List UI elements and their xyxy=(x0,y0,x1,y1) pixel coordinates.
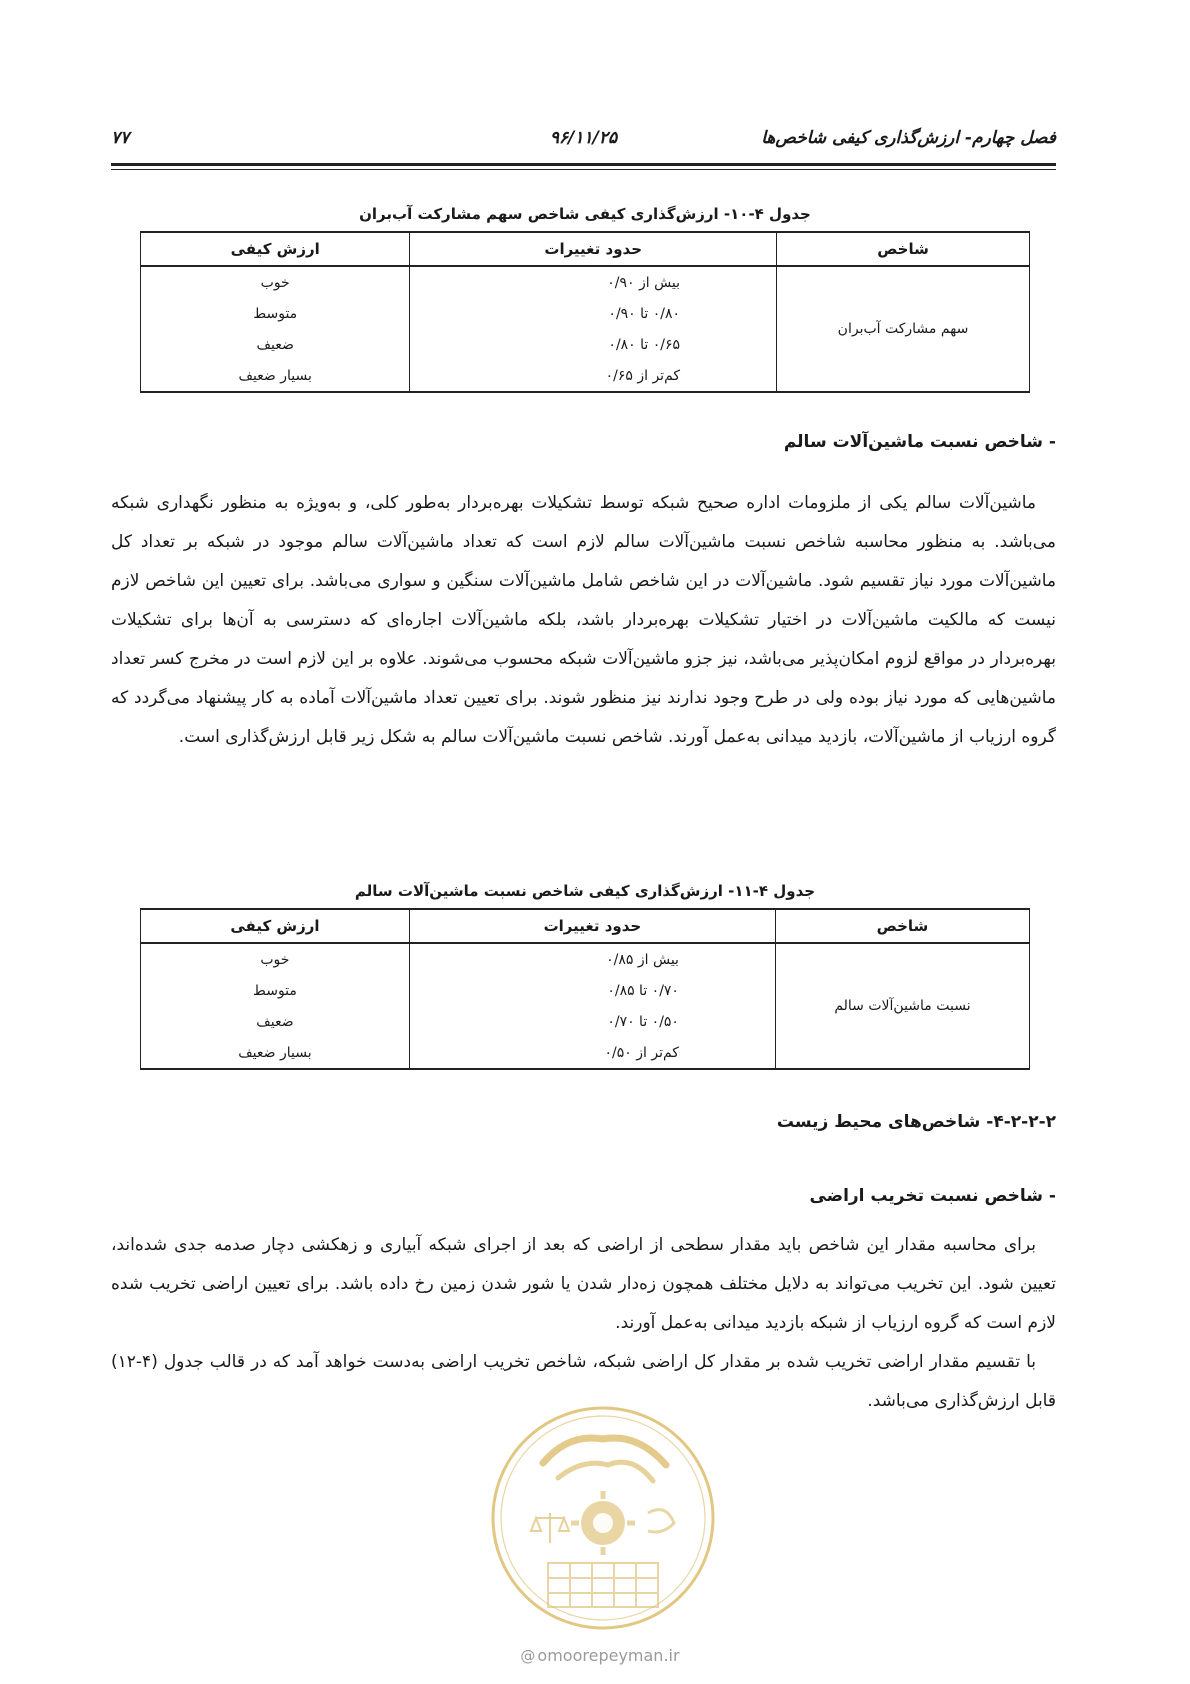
table1-header-row xyxy=(141,232,1030,266)
paragraph-machinery xyxy=(111,484,1056,757)
paragraph-text: ماشین‌آلات سالم یکی از ملزومات اداره صحیح شبکه توسط تشکیلات بهره‌بردار به‌طور کلی، و به‌ویژه به منظور نگهداری شبکه می‌باشد. به منظور محاسبه شاخص نسبت ماشین‌آلات سالم لازم است که تعداد ماشین‌آلات سالم موجود در شبکه بر تعداد کل ماشین‌آلات مورد نیاز تقسیم شود. ماشین‌آلات در این شاخص شامل ماشین‌آلات سنگین و سواری می‌باشد. برای تعیین این شاخص لازم نیست که مالکیت ماشین‌آلات در اختیار تشکیلات بهره‌بردار باشد، بلکه ماشین‌آلات اجاره‌ای که دسترسی به آن‌ها برای تشکیلات بهره‌بردار در مواقع لزوم امکان‌پذیر می‌باشد، نیز جزو ماشین‌آلات شبکه محسوب می‌شوند. علاوه بر این لازم است در مخرج کسر تعداد ماشین‌هایی که مورد نیاز بوده ولی در طرح وجود ندارند نیز منظور شوند. برای تعیین تعداد ماشین‌آلات آماده به کار پیشنهاد می‌گردد که گروه ارزیاب از ماشین‌آلات، بازدید میدانی به‌عمل آورند. شاخص نسبت ماشین‌آلات سالم به شکل زیر قابل ارزش‌گذاری است. xyxy=(111,493,1056,747)
paragraph-text: برای محاسبه مقدار این شاخص باید مقدار سطحی از اراضی که بعد از اجرای شبکه آبیاری و زهکشی دچار صدمه جدی شده‌اند، تعیین شود. این تخریب می‌تواند به دلایل مختلف همچون زه‌دار شدن یا شور شدن زمین رخ داده باشد. برای تعیین اراضی تخریب شده لازم است که گروه ارزیاب از شبکه بازدید میدانی به‌عمل آورند. xyxy=(111,1235,1056,1333)
table2-index-name: نسبت ماشین‌آلات سالم xyxy=(775,943,1029,1069)
at-icon: @ xyxy=(520,1647,536,1665)
seal-logo-icon xyxy=(488,1403,718,1633)
table-cell-range: ۰/۸۰ تا ۰/۹۰ xyxy=(410,298,777,329)
table-cell-value: متوسط xyxy=(141,975,410,1006)
header-rule-thick xyxy=(111,163,1056,166)
table-cell-value: بسیار ضعیف xyxy=(141,1037,410,1069)
table2 xyxy=(140,908,1030,1070)
table-cell-range: ۰/۵۰ تا ۰/۷۰ xyxy=(409,1006,775,1037)
table-cell-value: خوب xyxy=(141,266,410,298)
website-watermark xyxy=(470,1646,730,1665)
table1-header-value: ارزش کیفی xyxy=(141,232,410,266)
website-url: omoorepeyman.ir xyxy=(537,1646,680,1665)
page-number: ۷۷ xyxy=(111,128,130,148)
table-cell-value: ضعیف xyxy=(141,1006,410,1037)
table-cell-range: ۰/۶۵ تا ۰/۸۰ xyxy=(410,329,777,360)
chapter-title: فصل چهارم- ارزش‌گذاری کیفی شاخص‌ها xyxy=(761,128,1056,148)
paragraph-land-degradation xyxy=(111,1226,1056,1421)
table-cell-value: خوب xyxy=(141,943,410,975)
table1-index-name: سهم مشارکت آب‌بران xyxy=(777,266,1030,392)
table2-header-row xyxy=(141,909,1030,943)
table2-header-value: ارزش کیفی xyxy=(141,909,410,943)
header-rule-thin xyxy=(111,169,1056,170)
table-cell-range: ۰/۷۰ تا ۰/۸۵ xyxy=(409,975,775,1006)
table1 xyxy=(140,231,1030,393)
table-cell-value: متوسط xyxy=(141,298,410,329)
table-row xyxy=(141,943,1030,975)
table-cell-range: بیش از ۰/۸۵ xyxy=(409,943,775,975)
section-heading-machinery: - شاخص نسبت ماشین‌آلات سالم xyxy=(783,432,1056,452)
table1-header-index: شاخص xyxy=(777,232,1030,266)
header-date: ۹۶/۱۱/۲۵ xyxy=(549,128,618,148)
section-heading-land-degradation: - شاخص نسبت تخریب اراضی xyxy=(809,1186,1056,1206)
section-heading-environment: ۴-۲-۲-۲- شاخص‌های محیط زیست xyxy=(776,1112,1056,1132)
table1-header-range: حدود تغییرات xyxy=(410,232,777,266)
table-cell-range: کم‌تر از ۰/۶۵ xyxy=(410,360,777,392)
table1-caption: جدول ۴-۱۰- ارزش‌گذاری کیفی شاخص سهم مشارکت آب‌بران xyxy=(359,205,811,223)
table2-caption: جدول ۴-۱۱- ارزش‌گذاری کیفی شاخص نسبت ماشین‌آلات سالم xyxy=(354,882,816,900)
page-header xyxy=(111,128,1056,158)
table-cell-range: کم‌تر از ۰/۵۰ xyxy=(409,1037,775,1069)
paragraph-text: با تقسیم مقدار اراضی تخریب شده بر مقدار کل اراضی شبکه، شاخص تخریب اراضی به‌دست خواهد آمد که در قالب جدول (۴-۱۲) قابل ارزش‌گذاری می‌باشد. xyxy=(111,1352,1056,1411)
table2-header-index: شاخص xyxy=(775,909,1029,943)
table-cell-value: ضعیف xyxy=(141,329,410,360)
table-cell-range: بیش از ۰/۹۰ xyxy=(410,266,777,298)
table-cell-value: بسیار ضعیف xyxy=(141,360,410,392)
table2-header-range: حدود تغییرات xyxy=(409,909,775,943)
table-row xyxy=(141,266,1030,298)
